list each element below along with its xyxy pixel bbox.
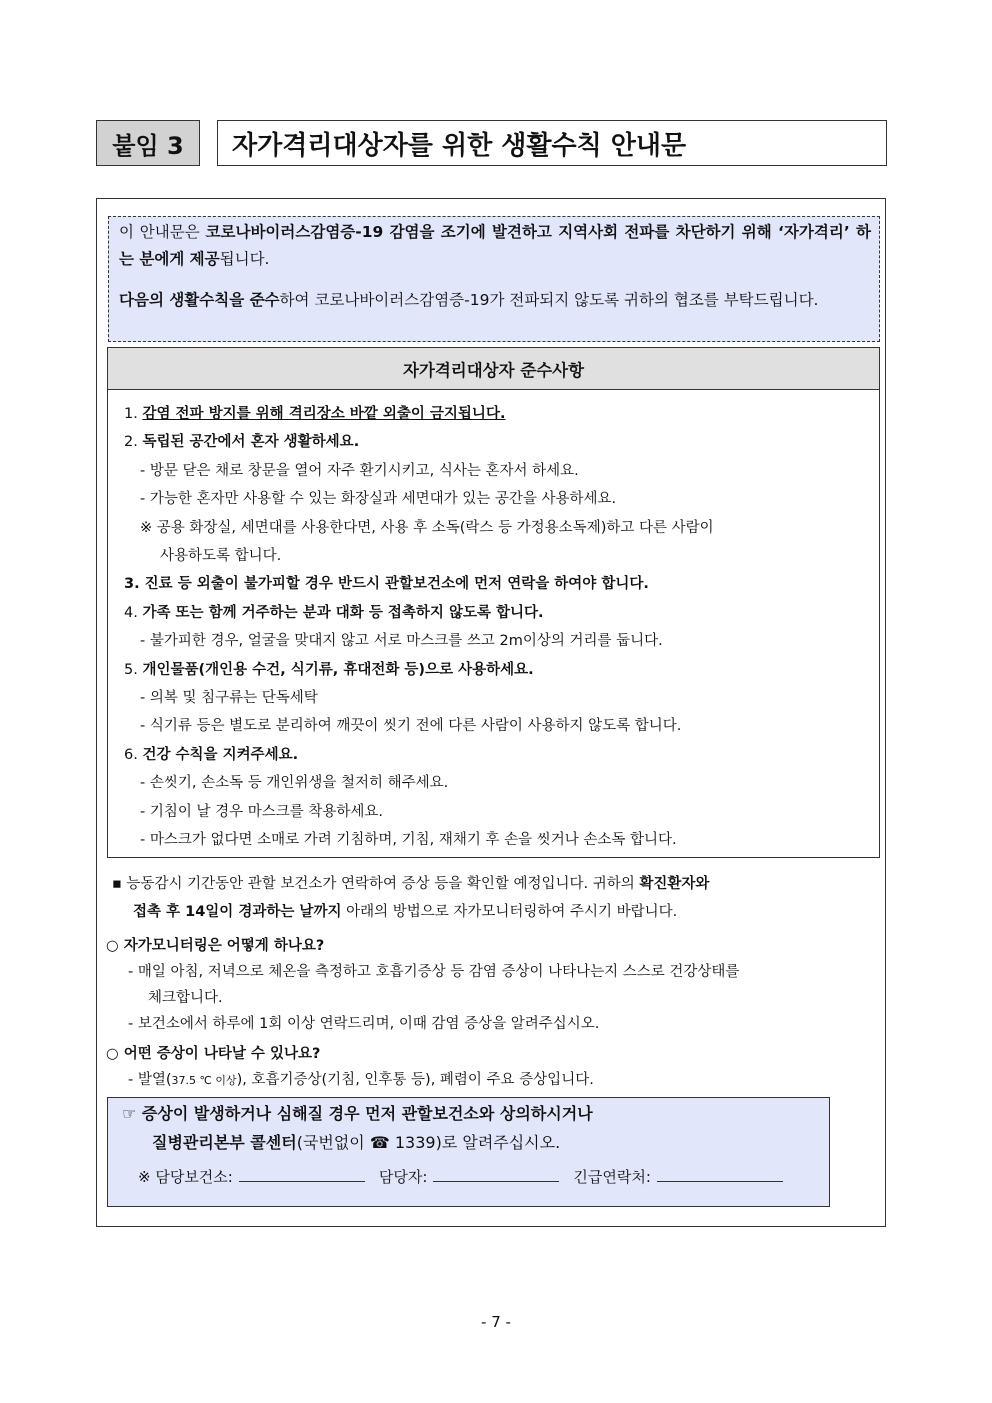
rule-2-note: ※ 공용 화장실, 세면대를 사용한다면, 사용 후 소독(락스 등 가정용소독제)하고 다른 사람이: [140, 519, 714, 536]
rule-5-sub-1: - 의복 및 침구류는 단독세탁: [140, 690, 318, 707]
answer-text: - 발열(: [128, 1072, 172, 1088]
rule-5-sub-2: - 식기류 등은 별도로 분리하여 깨끗이 씻기 전에 다른 사람이 사용하지 않도록 합니다.: [140, 718, 682, 735]
faq-answer-1-line-1: - 매일 아침, 저녁으로 체온을 측정하고 호흡기증상 등 감염 증상이 나타나는지 스스로 건강상태를: [128, 964, 740, 980]
intro-text: 됩니다.: [219, 250, 270, 268]
rule-6-sub-1: - 손씻기, 손소독 등 개인위생을 철저히 해주세요.: [140, 775, 449, 792]
rules-box: [107, 347, 880, 858]
rule-4-sub-1: - 불가피한 경우, 얼굴을 맞대지 않고 서로 마스크를 쓰고 2m이상의 거리를 둡니다.: [140, 633, 663, 650]
rule-text: 건강 수칙을 지켜주세요.: [142, 746, 299, 763]
rule-number: 2.: [124, 434, 143, 451]
monitoring-emphasis: 접촉 후 14일이 경과하는 날까지: [133, 904, 342, 920]
rule-5: [124, 656, 879, 684]
rule-number: 1.: [124, 406, 143, 422]
rule-6-sub-2: - 기침이 날 경우 마스크를 착용하세요.: [140, 803, 383, 820]
rule-text: 독립된 공간에서 혼자 생활하세요.: [142, 434, 360, 451]
rule-2-note-cont: 사용하도록 합니다.: [160, 548, 282, 565]
intro-text: 이 안내문은: [119, 223, 206, 241]
rule-2-sub-1: - 방문 닫은 채로 창문을 열어 자주 환기시키고, 식사는 혼자서 하세요.: [140, 462, 579, 479]
faq-answer-2: [128, 1068, 594, 1089]
rule-number: 5.: [124, 661, 143, 678]
attachment-tag: 붙임 3: [96, 120, 200, 166]
callout-line-1: ☞ 증상이 발생하거나 심해질 경우 먼저 관할보건소와 상의하시거나: [122, 1104, 593, 1123]
intro-paragraph-2: [119, 287, 871, 314]
contact-person-field[interactable]: [433, 1165, 559, 1182]
callout-emphasis: 질병관리본부 콜센터: [152, 1133, 297, 1152]
square-bullet-icon: ▪: [112, 876, 122, 892]
page-number: - 7 -: [481, 1313, 511, 1331]
faq-answer-1-cont: 체크합니다.: [148, 990, 223, 1006]
contact-person-label: 담당자:: [378, 1168, 428, 1186]
rule-4: [124, 599, 879, 627]
faq-question-1: ○ 자가모니터링은 어떻게 하나요?: [106, 938, 325, 954]
callout-line-2: [152, 1130, 560, 1153]
faq-answer-1-line-2: - 보건소에서 하루에 1회 이상 연락드리며, 이때 감염 증상을 알려주십시오.: [128, 1016, 600, 1032]
rule-number: 6.: [124, 746, 143, 763]
monitoring-text: 능동감시 기간동안 관할 보건소가 연락하여 증상 등을 확인할 예정입니다. 귀하의: [121, 876, 640, 892]
monitoring-line-2: [112, 898, 880, 926]
faq-question-2: ○ 어떤 증상이 나타날 수 있나요?: [106, 1046, 321, 1062]
callout-box: [107, 1097, 830, 1207]
rules-list: [108, 390, 879, 855]
rule-1: [124, 400, 879, 428]
rule-3: 3. 진료 등 외출이 불가피할 경우 반드시 관할보건소에 먼저 연락을 하여야 합니다.: [124, 576, 649, 593]
rule-6-sub-3: - 마스크가 없다면 소매로 가려 기침하며, 기침, 재채기 후 손을 씻거나 손소독 합니다.: [140, 832, 677, 849]
emergency-phone-label: 긴급연락처:: [573, 1168, 651, 1186]
answer-temperature: 37.5 ℃ 이상: [171, 1074, 237, 1087]
rule-2: [124, 428, 879, 456]
monitoring-emphasis: 확진환자와: [639, 876, 710, 892]
callout-text: (국번없이 ☎ 1339)로 알려주십시오.: [296, 1133, 561, 1152]
rule-2-sub-2: - 가능한 혼자만 사용할 수 있는 화장실과 세면대가 있는 공간을 사용하세요.: [140, 491, 617, 508]
answer-text: ), 호흡기증상(기침, 인후통 등), 폐렴이 주요 증상입니다.: [236, 1072, 594, 1088]
monitoring-notice: [112, 870, 880, 926]
intro-text: 하여 코로나바이러스감염증-19가 전파되지 않도록 귀하의 협조를 부탁드립니다.: [279, 291, 819, 309]
intro-emphasis: 다음의 생활수칙을 준수: [119, 291, 280, 309]
rule-text: 개인물품(개인용 수건, 식기류, 휴대전화 등)으로 사용하세요.: [142, 661, 534, 678]
rule-number: 4.: [124, 604, 143, 621]
rule-6: [124, 741, 879, 769]
rules-heading: 자가격리대상자 준수사항: [108, 348, 879, 390]
rule-text: 가족 또는 함께 거주하는 분과 대화 등 접촉하지 않도록 합니다.: [142, 604, 544, 621]
health-center-field[interactable]: [239, 1165, 365, 1182]
intro-box: [108, 216, 880, 342]
rule-text: 감염 전파 방지를 위해 격리장소 바깥 외출이 금지됩니다.: [142, 406, 506, 422]
emergency-phone-field[interactable]: [657, 1165, 783, 1182]
page-title: 자가격리대상자를 위한 생활수칙 안내문: [217, 120, 887, 166]
monitoring-text: 아래의 방법으로 자가모니터링하여 주시기 바랍니다.: [341, 904, 678, 920]
intro-emphasis: 코로나바이러스감염증-19 감염을 조기에 발견하고 지역사회 전파를 차단하기 위해 ‘자가격리’ 하는 분에게 제공: [119, 223, 871, 268]
health-center-label: ※ 담당보건소:: [138, 1168, 233, 1186]
intro-paragraph-1: [119, 219, 871, 273]
monitoring-line-1: [112, 870, 880, 898]
contact-fields: [138, 1165, 797, 1187]
